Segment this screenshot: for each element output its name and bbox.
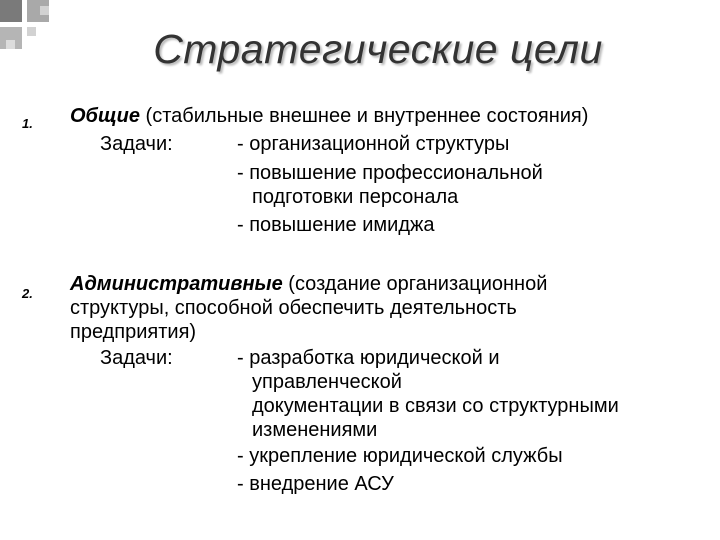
deco-square [0,0,22,22]
item-heading [70,272,547,296]
task-line: документации в связи со структурными [252,395,619,417]
task-line: - укрепление юридической службы [237,445,563,467]
item-description: структуры, способной обеспечить деятельность [70,297,517,319]
task-line: управленческой [252,371,402,393]
item-description: (создание организационной [288,273,548,295]
tasks-label: Задачи: [100,347,173,369]
item-name: Общие [70,105,140,127]
item-heading [70,104,588,128]
item-number: 2. [22,286,33,301]
item-number: 1. [22,116,33,131]
item-name: Административные [70,273,283,295]
task-line: - организационной структуры [237,133,510,155]
item-description: предприятия) [70,321,197,343]
task-line: - внедрение АСУ [237,473,394,495]
task-line: изменениями [252,419,378,441]
item-description: (стабильные внешнее и внутреннее состояния) [145,105,589,127]
task-line: - повышение профессиональной [237,162,543,184]
deco-square [40,6,49,15]
task-line: - разработка юридической и [237,347,500,369]
tasks-label: Задачи: [100,133,173,155]
task-line: подготовки персонала [252,186,459,208]
task-line: - повышение имиджа [237,214,435,236]
page-title: Стратегические цели [153,26,603,72]
